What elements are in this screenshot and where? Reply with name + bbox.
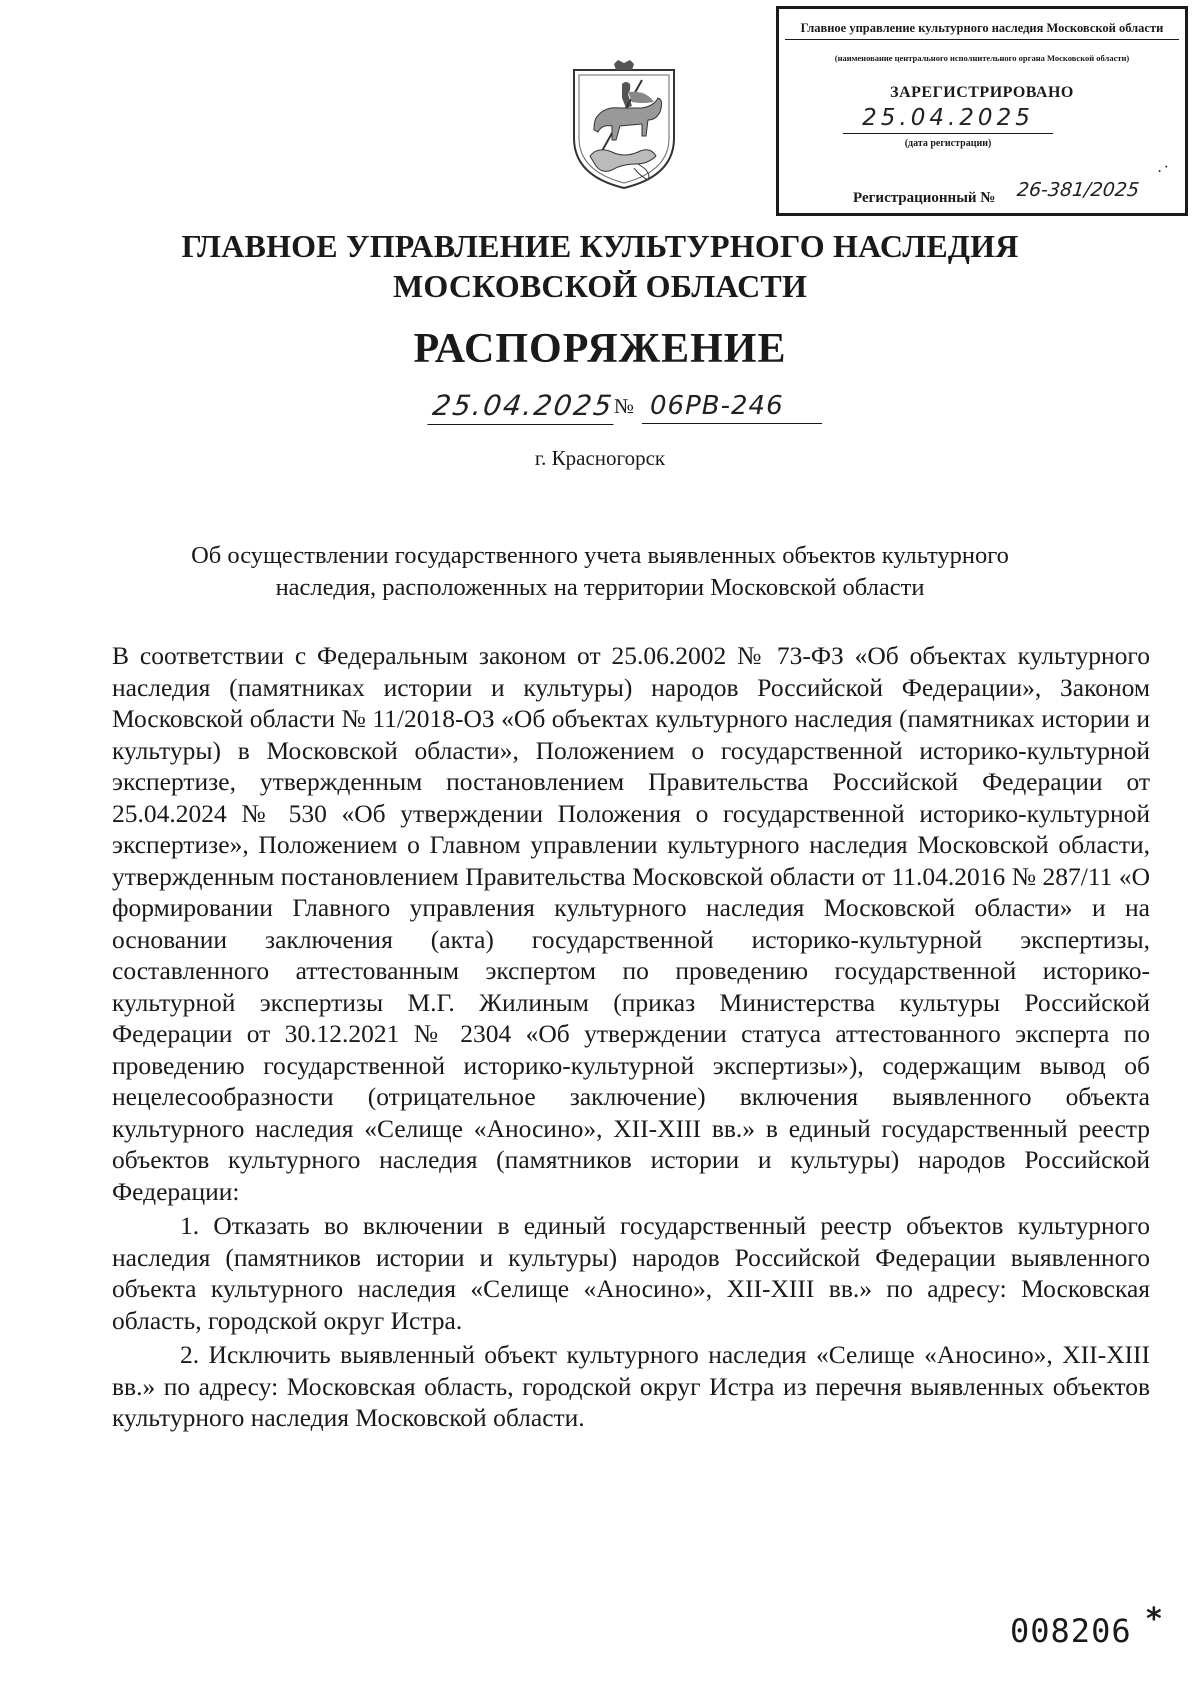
subject-line-2: наследия, расположенных на территории Московской области [275,574,925,601]
page-code-mark: * [1146,1602,1162,1637]
agency-title-line-1: ГЛАВНОЕ УПРАВЛЕНИЕ КУЛЬТУРНОГО НАСЛЕДИЯ [181,228,1019,264]
body-item-2: 2. Исключить выявленный объект культурного наследия «Селище «Аносино», XII-XIII вв.» по адресу: Московская область, городской округ Истра из перечня выявленных объектов культурного наследия Московской области. [112,1340,1150,1432]
stamp-registered-label: ЗАРЕГИСТРИРОВАНО [890,84,1074,101]
document-date: 25.04.2025 [427,388,618,425]
stamp-registration-date: 25.04.2025 [843,103,1053,134]
stamp-number-value: 26-381/2025 [1015,179,1141,201]
city: г. Красногорск [534,446,666,470]
coat-of-arms-emblem [568,60,680,192]
document-number: 06РВ-246 [642,388,822,424]
page-code: 008206 [1010,1612,1132,1650]
stamp-date-caption: (дата регистрации) [904,138,992,149]
agency-title [0,226,1200,306]
subject-line-1: Об осуществлении государственного учета выявленных объектов культурного [191,542,1009,569]
stamp-dots: .· [1157,159,1171,176]
document-date-number [430,388,830,428]
number-sign: № [614,394,635,418]
stamp-agency-name: Главное управление культурного наследия Московской области [785,21,1179,40]
document-type: РАСПОРЯЖЕНИЕ [413,326,787,372]
body-item-1: 1. Отказать во включении в единый государственный реестр объектов культурного наследия (памятников истории и культуры) народов Российской Федерации выявленного объекта культурного наследия «Селище «Аносино», XII-XIII вв.» по адресу: Московская область, городской округ Истра. [112,1211,1150,1335]
agency-title-line-2: МОСКОВСКОЙ ОБЛАСТИ [392,268,808,304]
body-preamble: В соответствии с Федеральным законом от 25.06.2002 № 73-ФЗ «Об объектах культурного наследия (памятниках истории и культуры) народов Российской Федерации», Законом Московской области № 11/2018-ОЗ «Об объектах культурного наследия (памятниках истории и культуры) в Московской области», Положением о государственной историко-культурной экспертизе, утвержденным постановлением Правительства Российской Федерации от 25.04.2024 № 530 «Об утверждении Положения о государственной историко-культурной экспертизе», Положением о Главном управлении культурного наследия Московской области, утвержденным постановлением Правительства Московской области от 11.04.2016 № 287/11 «О формировании Главного управления культурного наследия Московской области» и на основании заключения (акта) государственной историко-культурной экспертизы, составленного аттестованным экспертом по проведению государственной историко-культурной экспертизы М.Г. Жилиным (приказ Министерства культуры Российской Федерации от 30.12.2021 № 2304 «Об утверждении статуса аттестованного эксперта по проведению государственной историко-культурной экспертизы»), содержащим вывод об нецелесообразности (отрицательное заключение) включения выявленного объекта культурного наследия «Селище «Аносино», XII-XIII вв.» в единый государственный реестр объектов культурного наследия (памятников истории и культуры) народов Российской Федерации: [112,641,1150,1206]
stamp-agency-caption: (наименование центрального исполнительного органа Московской области) [834,53,1130,63]
document-subject [120,540,1080,604]
stamp-number-label: Регистрационный № [853,190,996,206]
document-body [112,640,1150,1434]
registration-stamp [776,6,1188,216]
